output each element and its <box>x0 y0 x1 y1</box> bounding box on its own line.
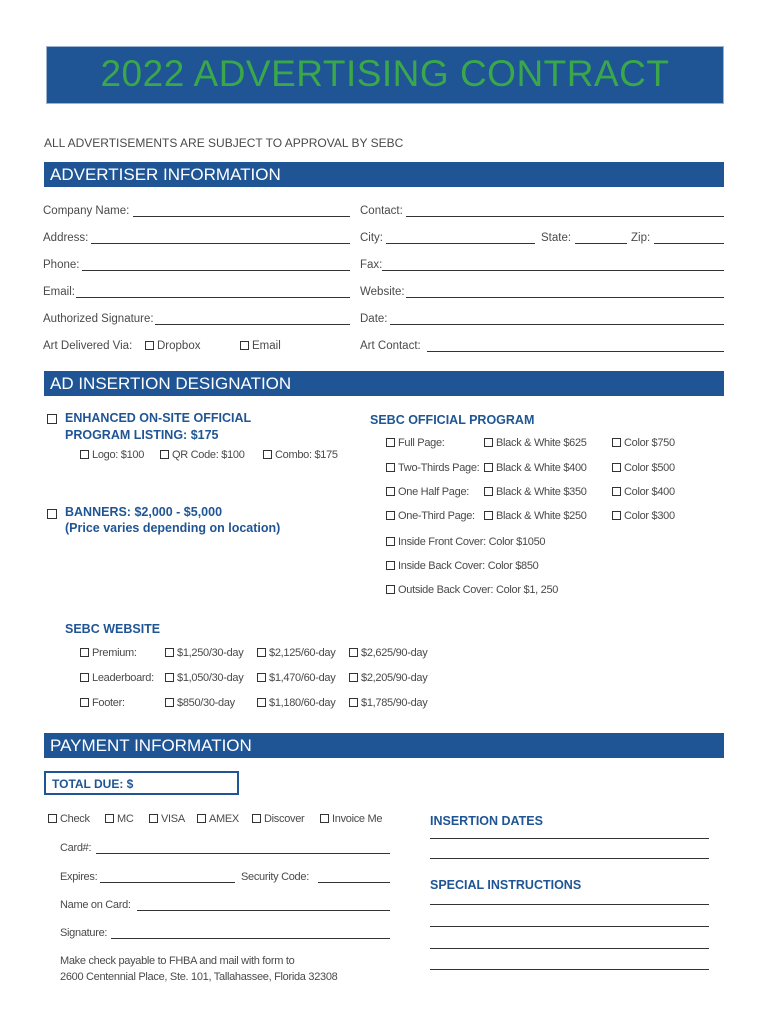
total-due-box[interactable] <box>44 771 239 795</box>
footer-option[interactable] <box>80 697 125 709</box>
title-banner <box>46 46 724 104</box>
full-page-color-label: Color $750 <box>624 437 675 449</box>
insertion-dates-line-2[interactable] <box>430 858 709 859</box>
footer-label: Footer: <box>92 697 125 709</box>
card-field[interactable] <box>96 853 390 854</box>
leaderboard-label: Leaderboard: <box>92 672 154 684</box>
leaderboard-checkbox[interactable] <box>80 673 89 682</box>
two-thirds-checkbox[interactable] <box>386 463 395 472</box>
half-page-checkbox[interactable] <box>386 487 395 496</box>
full-page-color-checkbox[interactable] <box>612 438 621 447</box>
special-instructions-line-3[interactable] <box>430 948 709 949</box>
art-contact-label: Art Contact: <box>360 340 421 352</box>
half-page-color-label: Color $400 <box>624 486 675 498</box>
half-page-color-checkbox[interactable] <box>612 487 621 496</box>
zip-label: Zip: <box>631 232 651 244</box>
section-ad-insertion: AD INSERTION DESIGNATION <box>44 371 724 396</box>
third-page-label: One-Third Page: <box>398 510 475 522</box>
combo-option[interactable] <box>263 449 338 461</box>
address-label: Address: <box>43 232 89 244</box>
leaderboard-90-checkbox[interactable] <box>349 673 358 682</box>
company-name-field[interactable] <box>133 216 350 217</box>
half-page-bw-option[interactable] <box>484 486 587 498</box>
special-instructions-line-4[interactable] <box>430 969 709 970</box>
footer-30-option[interactable] <box>165 697 235 709</box>
full-page-color-option[interactable] <box>612 437 675 449</box>
security-code-field[interactable] <box>318 882 390 883</box>
phone-field[interactable] <box>82 270 350 271</box>
amex-checkbox[interactable] <box>197 814 206 823</box>
name-on-card-label: Name on Card: <box>60 899 131 911</box>
enhanced-listing-checkbox[interactable] <box>47 414 57 424</box>
email-option[interactable] <box>240 340 281 352</box>
email-label: Email: <box>43 286 75 298</box>
mc-checkbox[interactable] <box>105 814 114 823</box>
premium-60-checkbox[interactable] <box>257 648 266 657</box>
inside-back-cover-price: Color $850 <box>487 560 539 572</box>
outside-back-cover-price: Color $1, 250 <box>495 584 559 596</box>
half-page-bw-label: Black & White $350 <box>496 486 587 498</box>
enhanced-listing-line1: ENHANCED ON-SITE OFFICIAL <box>65 411 252 425</box>
zip-field[interactable] <box>654 243 724 244</box>
invoice-checkbox[interactable] <box>320 814 329 823</box>
footer-60-checkbox[interactable] <box>257 698 266 707</box>
half-page-color-option[interactable] <box>612 486 675 498</box>
combo-label: Combo: $175 <box>275 449 338 461</box>
premium-checkbox[interactable] <box>80 648 89 657</box>
leaderboard-60-label: $1,470/60-day <box>269 672 336 684</box>
two-thirds-color-label: Color $500 <box>624 462 675 474</box>
inside-front-cover-option[interactable] <box>386 536 545 548</box>
special-instructions-line-1[interactable] <box>430 904 709 905</box>
banners-line1: BANNERS: $2,000 - $5,000 <box>65 505 223 519</box>
two-thirds-label: Two-Thirds Page: <box>398 462 480 474</box>
third-page-checkbox[interactable] <box>386 511 395 520</box>
discover-label: Discover <box>264 813 305 825</box>
check-label: Check <box>60 813 90 825</box>
third-page-bw-checkbox[interactable] <box>484 511 493 520</box>
two-thirds-bw-option[interactable] <box>484 462 587 474</box>
card-label: Card#: <box>60 842 92 854</box>
full-page-checkbox[interactable] <box>386 438 395 447</box>
outside-back-cover-option[interactable] <box>386 584 558 596</box>
qr-code-label: QR Code: $100 <box>172 449 245 461</box>
pay-check-option[interactable] <box>48 813 90 825</box>
email-checkbox[interactable] <box>240 341 249 350</box>
signature-label: Authorized Signature: <box>43 313 154 325</box>
section-advertiser: ADVERTISER INFORMATION <box>44 162 724 187</box>
third-page-bw-option[interactable] <box>484 510 587 522</box>
premium-60-label: $2,125/60-day <box>269 647 336 659</box>
premium-30-checkbox[interactable] <box>165 648 174 657</box>
inside-back-cover-option[interactable] <box>386 560 539 572</box>
footer-30-checkbox[interactable] <box>165 698 174 707</box>
inside-back-cover-label: Inside Back Cover: <box>398 560 485 572</box>
date-field[interactable] <box>390 324 724 325</box>
third-page-bw-label: Black & White $250 <box>496 510 587 522</box>
website-title: SEBC WEBSITE <box>65 622 161 636</box>
inside-back-cover-checkbox[interactable] <box>386 561 395 570</box>
third-page-color-label: Color $300 <box>624 510 675 522</box>
full-page-bw-checkbox[interactable] <box>484 438 493 447</box>
third-page-color-option[interactable] <box>612 510 675 522</box>
city-field[interactable] <box>386 243 535 244</box>
dropbox-checkbox[interactable] <box>145 341 154 350</box>
premium-label: Premium: <box>92 647 137 659</box>
two-thirds-color-option[interactable] <box>612 462 675 474</box>
two-thirds-color-checkbox[interactable] <box>612 463 621 472</box>
inside-front-cover-price: Color $1050 <box>488 536 546 548</box>
leaderboard-90-option[interactable] <box>349 672 427 684</box>
pay-amex-option[interactable] <box>197 813 239 825</box>
fax-field[interactable] <box>382 270 724 271</box>
full-page-bw-label: Black & White $625 <box>496 437 587 449</box>
section-payment: PAYMENT INFORMATION <box>44 733 724 758</box>
art-contact-field[interactable] <box>427 351 724 352</box>
date-label: Date: <box>360 313 388 325</box>
outside-back-cover-checkbox[interactable] <box>386 585 395 594</box>
leaderboard-option[interactable] <box>80 672 154 684</box>
two-thirds-bw-label: Black & White $400 <box>496 462 587 474</box>
program-title: SEBC OFFICIAL PROGRAM <box>370 413 535 427</box>
two-thirds-page-option[interactable] <box>386 462 479 474</box>
state-field[interactable] <box>575 243 627 244</box>
website-label: Website: <box>360 286 405 298</box>
payment-signature-label: Signature: <box>60 927 108 939</box>
half-page-option[interactable] <box>386 486 469 498</box>
page-title: 2022 ADVERTISING CONTRACT <box>100 53 670 94</box>
logo-option[interactable] <box>80 449 144 461</box>
half-page-label: One Half Page: <box>398 486 470 498</box>
banners-checkbox[interactable] <box>47 509 57 519</box>
logo-label: Logo: $100 <box>92 449 145 461</box>
insertion-dates-line-1[interactable] <box>430 838 709 839</box>
check-checkbox[interactable] <box>48 814 57 823</box>
footer-60-label: $1,180/60-day <box>269 697 336 709</box>
visa-checkbox[interactable] <box>149 814 158 823</box>
pay-discover-option[interactable] <box>252 813 304 825</box>
footer-90-option[interactable] <box>349 697 427 709</box>
discover-checkbox[interactable] <box>252 814 261 823</box>
outside-back-cover-label: Outside Back Cover: <box>398 584 494 596</box>
dropbox-option[interactable] <box>145 340 200 352</box>
footer-60-option[interactable] <box>257 697 335 709</box>
invoice-label: Invoice Me <box>332 813 383 825</box>
payment-signature-field[interactable] <box>111 938 390 939</box>
pay-invoice-option[interactable] <box>320 813 382 825</box>
mc-label: MC <box>117 813 134 825</box>
state-label: State: <box>541 232 572 244</box>
enhanced-listing-line2: PROGRAM LISTING: $175 <box>65 428 219 442</box>
expires-label: Expires: <box>60 871 98 883</box>
banners-line2: (Price varies depending on location) <box>65 521 281 535</box>
leaderboard-60-option[interactable] <box>257 672 335 684</box>
premium-90-label: $2,625/90-day <box>361 647 428 659</box>
special-instructions-title: SPECIAL INSTRUCTIONS <box>430 878 582 892</box>
footer-30-label: $850/30-day <box>177 697 235 709</box>
inside-front-cover-checkbox[interactable] <box>386 537 395 546</box>
footer-checkbox[interactable] <box>80 698 89 707</box>
leaderboard-90-label: $2,205/90-day <box>361 672 428 684</box>
website-field[interactable] <box>406 297 724 298</box>
contact-label: Contact: <box>360 205 403 217</box>
qr-code-checkbox[interactable] <box>160 450 169 459</box>
dropbox-label: Dropbox <box>157 340 201 352</box>
company-name-label: Company Name: <box>43 205 130 217</box>
third-page-color-checkbox[interactable] <box>612 511 621 520</box>
third-page-option[interactable] <box>386 510 475 522</box>
address-field[interactable] <box>91 243 350 244</box>
combo-checkbox[interactable] <box>263 450 272 459</box>
premium-30-label: $1,250/30-day <box>177 647 244 659</box>
email-field[interactable] <box>76 297 350 298</box>
leaderboard-30-label: $1,050/30-day <box>177 672 244 684</box>
leaderboard-30-option[interactable] <box>165 672 243 684</box>
premium-60-option[interactable] <box>257 647 335 659</box>
contact-field[interactable] <box>406 216 724 217</box>
phone-label: Phone: <box>43 259 80 271</box>
footer-90-label: $1,785/90-day <box>361 697 428 709</box>
full-page-label: Full Page: <box>398 437 445 449</box>
footer-90-checkbox[interactable] <box>349 698 358 707</box>
pay-visa-option[interactable] <box>149 813 185 825</box>
two-thirds-bw-checkbox[interactable] <box>484 463 493 472</box>
total-due-label: TOTAL DUE: $ <box>52 777 134 791</box>
pay-mc-option[interactable] <box>105 813 134 825</box>
mail-instructions-line2: 2600 Centennial Place, Ste. 101, Tallahassee, Florida 32308 <box>60 971 338 983</box>
inside-front-cover-label: Inside Front Cover: <box>398 536 486 548</box>
premium-30-option[interactable] <box>165 647 243 659</box>
art-delivered-label: Art Delivered Via: <box>43 340 133 352</box>
leaderboard-60-checkbox[interactable] <box>257 673 266 682</box>
amex-label: AMEX <box>209 813 239 825</box>
fax-label: Fax: <box>360 259 383 271</box>
mail-instructions-line1: Make check payable to FHBA and mail with form to <box>60 955 295 967</box>
security-code-label: Security Code: <box>241 871 309 883</box>
premium-90-checkbox[interactable] <box>349 648 358 657</box>
signature-field[interactable] <box>155 324 350 325</box>
special-instructions-line-2[interactable] <box>430 926 709 927</box>
logo-checkbox[interactable] <box>80 450 89 459</box>
expires-field[interactable] <box>100 882 235 883</box>
full-page-bw-option[interactable] <box>484 437 587 449</box>
city-label: City: <box>360 232 383 244</box>
visa-label: VISA <box>161 813 185 825</box>
premium-option[interactable] <box>80 647 137 659</box>
qr-code-option[interactable] <box>160 449 245 461</box>
email-option-label: Email <box>252 340 281 352</box>
insertion-dates-title: INSERTION DATES <box>430 814 543 828</box>
name-on-card-field[interactable] <box>137 910 390 911</box>
full-page-option[interactable] <box>386 437 445 449</box>
half-page-bw-checkbox[interactable] <box>484 487 493 496</box>
leaderboard-30-checkbox[interactable] <box>165 673 174 682</box>
premium-90-option[interactable] <box>349 647 427 659</box>
approval-note: ALL ADVERTISEMENTS ARE SUBJECT TO APPROVAL BY SEBC <box>44 136 404 150</box>
